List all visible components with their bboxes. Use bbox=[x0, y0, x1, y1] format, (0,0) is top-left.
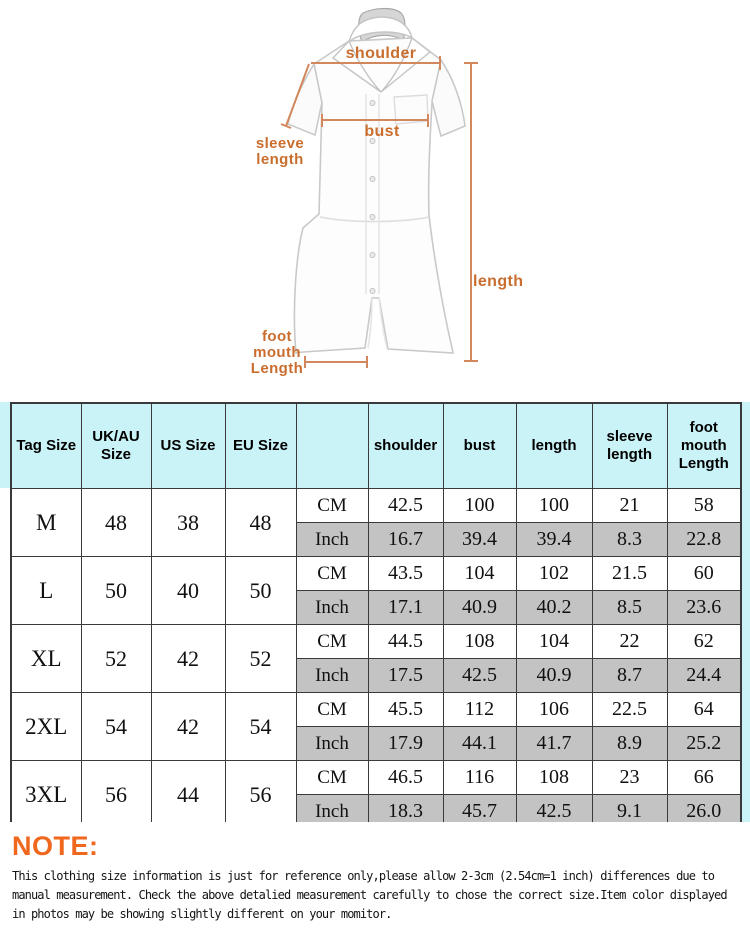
cm-value-cell: 62 bbox=[667, 625, 741, 659]
inch-value-cell: 17.9 bbox=[368, 727, 443, 761]
unit-cm-cell: CM bbox=[296, 693, 368, 727]
cm-value-cell: 106 bbox=[516, 693, 592, 727]
cm-value-cell: 21.5 bbox=[592, 557, 667, 591]
eu-size-cell: 52 bbox=[225, 625, 296, 693]
uk-size-cell: 48 bbox=[81, 489, 151, 557]
unit-cm-cell: CM bbox=[296, 489, 368, 523]
cm-value-cell: 23 bbox=[592, 761, 667, 795]
us-size-cell: 38 bbox=[151, 489, 225, 557]
note-line: in photos may be showing slightly different on your momitor. bbox=[12, 907, 392, 921]
unit-cm-cell: CM bbox=[296, 625, 368, 659]
shoulder-label: shoulder bbox=[345, 45, 417, 62]
uk-size-cell: 54 bbox=[81, 693, 151, 761]
note-title: NOTE: bbox=[12, 831, 99, 861]
uk-size-cell: 52 bbox=[81, 625, 151, 693]
table-row bbox=[11, 625, 741, 659]
cm-value-cell: 43.5 bbox=[368, 557, 443, 591]
header-length: length bbox=[516, 403, 592, 489]
inch-value-cell: 8.3 bbox=[592, 523, 667, 557]
cm-value-cell: 22 bbox=[592, 625, 667, 659]
foot-measure-line bbox=[305, 356, 367, 368]
inch-value-cell: 41.7 bbox=[516, 727, 592, 761]
cm-value-cell: 102 bbox=[516, 557, 592, 591]
inch-value-cell: 18.3 bbox=[368, 795, 443, 830]
cm-value-cell: 100 bbox=[516, 489, 592, 523]
header-uk-au-size: UK/AU Size bbox=[81, 403, 151, 489]
inch-value-cell: 42.5 bbox=[443, 659, 516, 693]
cm-value-cell: 66 bbox=[667, 761, 741, 795]
header-shoulder: shoulder bbox=[368, 403, 443, 489]
unit-inch-cell: Inch bbox=[296, 523, 368, 557]
inch-value-cell: 39.4 bbox=[443, 523, 516, 557]
inch-value-cell: 40.9 bbox=[516, 659, 592, 693]
header-foot-mouth-length: foot mouth Length bbox=[667, 403, 741, 489]
note-line: manual measurement. Check the above detalied measurement carefully to chose the correct size.Item color displayed bbox=[12, 888, 727, 902]
inch-value-cell: 9.1 bbox=[592, 795, 667, 830]
size-tag-cell: 2XL bbox=[11, 693, 81, 761]
size-tag-cell: XL bbox=[11, 625, 81, 693]
uk-size-cell: 56 bbox=[81, 761, 151, 830]
inch-value-cell: 17.1 bbox=[368, 591, 443, 625]
cm-value-cell: 22.5 bbox=[592, 693, 667, 727]
header-left-strip bbox=[0, 402, 10, 488]
foot-mouth-length-label: foot mouth Length bbox=[250, 328, 304, 377]
cm-value-cell: 42.5 bbox=[368, 489, 443, 523]
cm-value-cell: 116 bbox=[443, 761, 516, 795]
length-measure-line bbox=[464, 63, 478, 361]
header-sleeve-length: sleeve length bbox=[592, 403, 667, 489]
size-table bbox=[10, 402, 742, 830]
unit-inch-cell: Inch bbox=[296, 591, 368, 625]
cm-value-cell: 21 bbox=[592, 489, 667, 523]
size-tag-cell: 3XL bbox=[11, 761, 81, 830]
cm-value-cell: 100 bbox=[443, 489, 516, 523]
unit-inch-cell: Inch bbox=[296, 727, 368, 761]
unit-inch-cell: Inch bbox=[296, 659, 368, 693]
cm-value-cell: 44.5 bbox=[368, 625, 443, 659]
eu-size-cell: 56 bbox=[225, 761, 296, 830]
eu-size-cell: 50 bbox=[225, 557, 296, 625]
header-us-size: US Size bbox=[151, 403, 225, 489]
header-tag-size: Tag Size bbox=[11, 403, 81, 489]
us-size-cell: 44 bbox=[151, 761, 225, 830]
cm-value-cell: 104 bbox=[516, 625, 592, 659]
bust-label: bust bbox=[364, 123, 400, 140]
cm-value-cell: 46.5 bbox=[368, 761, 443, 795]
uk-size-cell: 50 bbox=[81, 557, 151, 625]
cm-value-cell: 45.5 bbox=[368, 693, 443, 727]
inch-value-cell: 8.7 bbox=[592, 659, 667, 693]
size-table-section bbox=[0, 402, 750, 822]
inch-value-cell: 8.9 bbox=[592, 727, 667, 761]
inch-value-cell: 16.7 bbox=[368, 523, 443, 557]
us-size-cell: 42 bbox=[151, 693, 225, 761]
header-eu-size: EU Size bbox=[225, 403, 296, 489]
inch-value-cell: 24.4 bbox=[667, 659, 741, 693]
inch-value-cell: 39.4 bbox=[516, 523, 592, 557]
sleeve-length-label: sleeve length bbox=[255, 135, 305, 168]
table-row bbox=[11, 489, 741, 523]
inch-value-cell: 23.6 bbox=[667, 591, 741, 625]
table-row bbox=[11, 557, 741, 591]
inch-value-cell: 26.0 bbox=[667, 795, 741, 830]
us-size-cell: 40 bbox=[151, 557, 225, 625]
inch-value-cell: 25.2 bbox=[667, 727, 741, 761]
cm-value-cell: 108 bbox=[443, 625, 516, 659]
cm-value-cell: 60 bbox=[667, 557, 741, 591]
cm-value-cell: 64 bbox=[667, 693, 741, 727]
inch-value-cell: 40.2 bbox=[516, 591, 592, 625]
unit-inch-cell: Inch bbox=[296, 795, 368, 830]
garment-measurement-diagram bbox=[0, 0, 750, 402]
eu-size-cell: 54 bbox=[225, 693, 296, 761]
inch-value-cell: 8.5 bbox=[592, 591, 667, 625]
header-unit bbox=[296, 403, 368, 489]
size-tag-cell: L bbox=[11, 557, 81, 625]
inch-value-cell: 22.8 bbox=[667, 523, 741, 557]
cm-value-cell: 104 bbox=[443, 557, 516, 591]
eu-size-cell: 48 bbox=[225, 489, 296, 557]
cm-value-cell: 108 bbox=[516, 761, 592, 795]
note-line: This clothing size information is just for reference only,please allow 2-3cm (2.54cm=1 inch) differences due to bbox=[12, 869, 715, 883]
table-row bbox=[11, 761, 741, 795]
us-size-cell: 42 bbox=[151, 625, 225, 693]
header-bust: bust bbox=[443, 403, 516, 489]
note-body bbox=[12, 867, 742, 924]
table-header-row bbox=[11, 403, 741, 489]
inch-value-cell: 45.7 bbox=[443, 795, 516, 830]
unit-cm-cell: CM bbox=[296, 557, 368, 591]
cm-value-cell: 112 bbox=[443, 693, 516, 727]
table-row bbox=[11, 693, 741, 727]
cm-value-cell: 58 bbox=[667, 489, 741, 523]
inch-value-cell: 40.9 bbox=[443, 591, 516, 625]
inch-value-cell: 42.5 bbox=[516, 795, 592, 830]
size-tag-cell: M bbox=[11, 489, 81, 557]
note-section bbox=[0, 822, 750, 934]
inch-value-cell: 44.1 bbox=[443, 727, 516, 761]
length-label: length bbox=[473, 273, 524, 290]
inch-value-cell: 17.5 bbox=[368, 659, 443, 693]
unit-cm-cell: CM bbox=[296, 761, 368, 795]
